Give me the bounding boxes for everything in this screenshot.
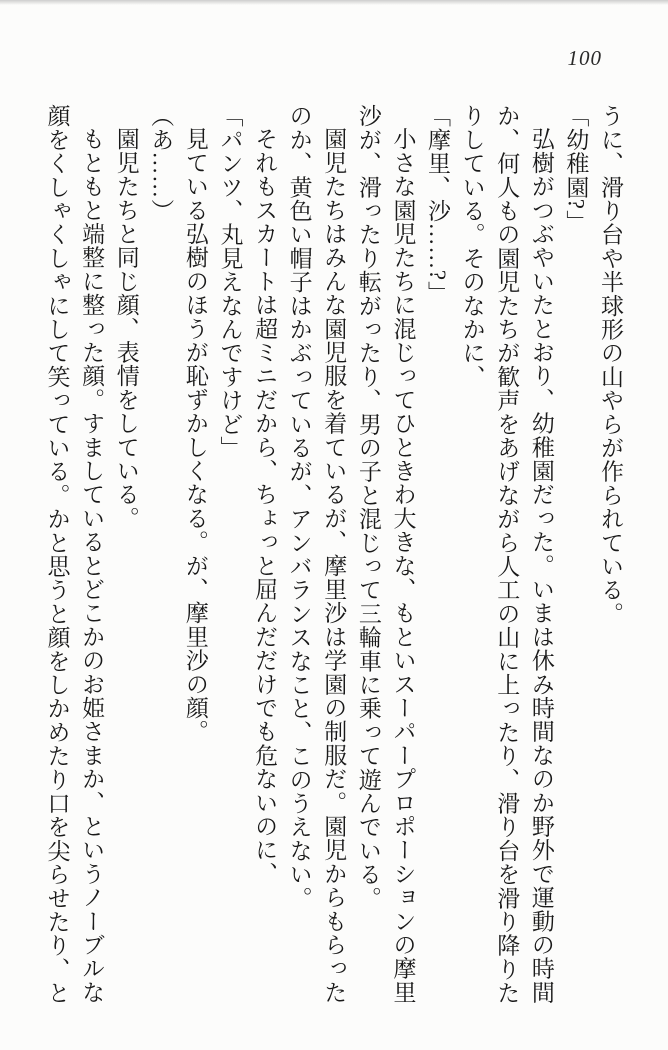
paragraph: 見ている弘樹のほうが恥ずかしくなる。が、摩里沙の顔。 [182,127,208,744]
paragraph: 弘樹がつぶやいたとおり、幼稚園だった。いまは休み時間なのか野外で運動の時間か、何人もの園児たちが歓声をあげながら人工の山に上ったり、滑り台を滑り降りたりしている。そのなかに、 [459,104,554,1005]
page-number: 100 [567,46,602,70]
paragraph: もともと端整に整った顔。すましているとどこかのお姫さまか、というノーブルな顔をくしゃくしゃにして笑っている。かと思うと顔をしかめたり口を尖らせたり、と [44,104,105,1005]
paragraph: それもスカートは超ミニだから、ちょっと屈んだだけでも危ないのに、 [252,127,278,886]
paragraph: 園児たちと同じ顔、表情をしている。 [113,127,139,530]
paragraph: 「幼稚園?」 [563,104,589,234]
paragraph: 園児たちはみんな園児服を着ているが、摩里沙は学園の制服だ。園児からもらったのか、黄色い帽子はかぶっているが、アンバランスなこと、このうえない。 [286,104,347,1004]
paragraph: 「摩里、沙……?」 [425,104,451,305]
paragraph: うに、滑り台や半球形の山やらが作られている。 [598,104,623,626]
vertical-text-block [39,104,627,1010]
paragraph: 小さな園児たちに混じってひときわ大きな、もといスーパープロポーションの摩里沙が、滑ったり転がったり、男の子と混じって三輪車に乗って遊んでいる。 [355,104,416,1004]
paragraph: 「パンツ、丸見えなんですけど」 [217,104,243,460]
paragraph: （あ……） [148,104,174,223]
